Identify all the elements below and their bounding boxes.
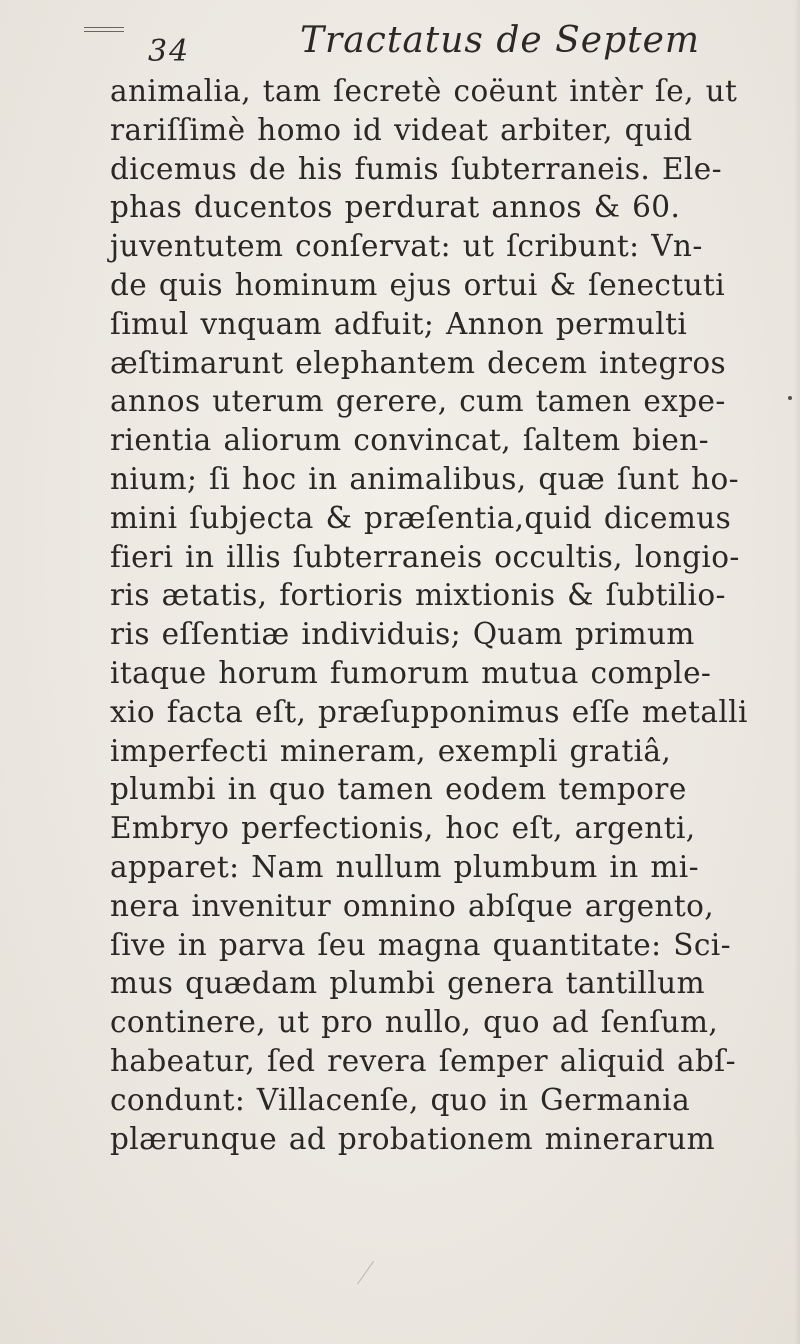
text-line: ſive in parva ſeu magna quantitate: Sci-: [110, 927, 731, 962]
text-line: ris eſſentiæ individuis; Quam primum: [110, 617, 695, 652]
text-line: mini ſubjecta & præſentia,quid dicemus: [110, 500, 732, 535]
text-line: continere, ut pro nullo, quo ad ſenſum,: [110, 1005, 719, 1040]
corner-ink-mark: [84, 24, 124, 38]
text-line: phas ducentos perdurat annos & 60.: [110, 190, 681, 225]
text-line: nera invenitur omnino abſque argento,: [110, 888, 715, 923]
running-title: Tractatus de Septem: [300, 20, 701, 61]
text-line: Embryo perfectionis, hoc eſt, argenti,: [110, 811, 696, 846]
text-line: ris ætatis, fortioris mixtionis & ſubtilio-: [110, 578, 726, 613]
text-line: animalia, tam ſecretè coëunt intèr ſe, ut: [110, 74, 738, 108]
text-line: apparet: Nam nullum plumbum in mi-: [110, 849, 699, 884]
text-line: dicemus de his fumis ſubterraneis. Ele-: [110, 151, 722, 186]
page-edge-shadow: [794, 0, 800, 1344]
text-line: annos uterum gerere, cum tamen expe-: [110, 384, 726, 419]
margin-ink-dot: [788, 396, 792, 400]
ink-stroke-mark: [357, 1261, 384, 1291]
text-line: ſimul vnquam adfuit; Annon permulti: [110, 306, 688, 341]
page-header: [0, 14, 800, 70]
text-line: plumbi in quo tamen eodem tempore: [110, 772, 687, 807]
page-number: 34: [148, 34, 191, 69]
text-line: rariſſimè homo id videat arbiter, quid: [110, 112, 693, 147]
text-line: rientia aliorum convincat, ſaltem bien-: [110, 423, 709, 458]
text-line: æſtimarunt elephantem decem integros: [110, 345, 727, 380]
text-line: juventutem conſervat: ut ſcribunt: Vn-: [110, 229, 703, 264]
text-line: plærunque ad probationem minerarum: [110, 1121, 716, 1156]
text-line: itaque horum fumorum mutua comple-: [110, 655, 712, 690]
text-line: nium; ſi hoc in animalibus, quæ ſunt ho-: [110, 461, 740, 496]
text-line: de quis hominum ejus ortui & ſenectuti: [110, 267, 726, 302]
text-line: imperfecti mineram, exempli gratiâ,: [110, 733, 672, 768]
text-line: condunt: Villacenſe, quo in Germania: [110, 1082, 691, 1117]
text-line: mus quædam plumbi genera tantillum: [110, 966, 705, 1001]
text-line: habeatur, ſed revera ſemper aliquid abſ-: [110, 1043, 736, 1078]
body-text: [110, 72, 770, 1158]
text-line: xio facta eſt, præſupponimus eſſe metalli: [110, 694, 748, 729]
text-line: fieri in illis ſubterraneis occultis, longio-: [110, 539, 740, 574]
